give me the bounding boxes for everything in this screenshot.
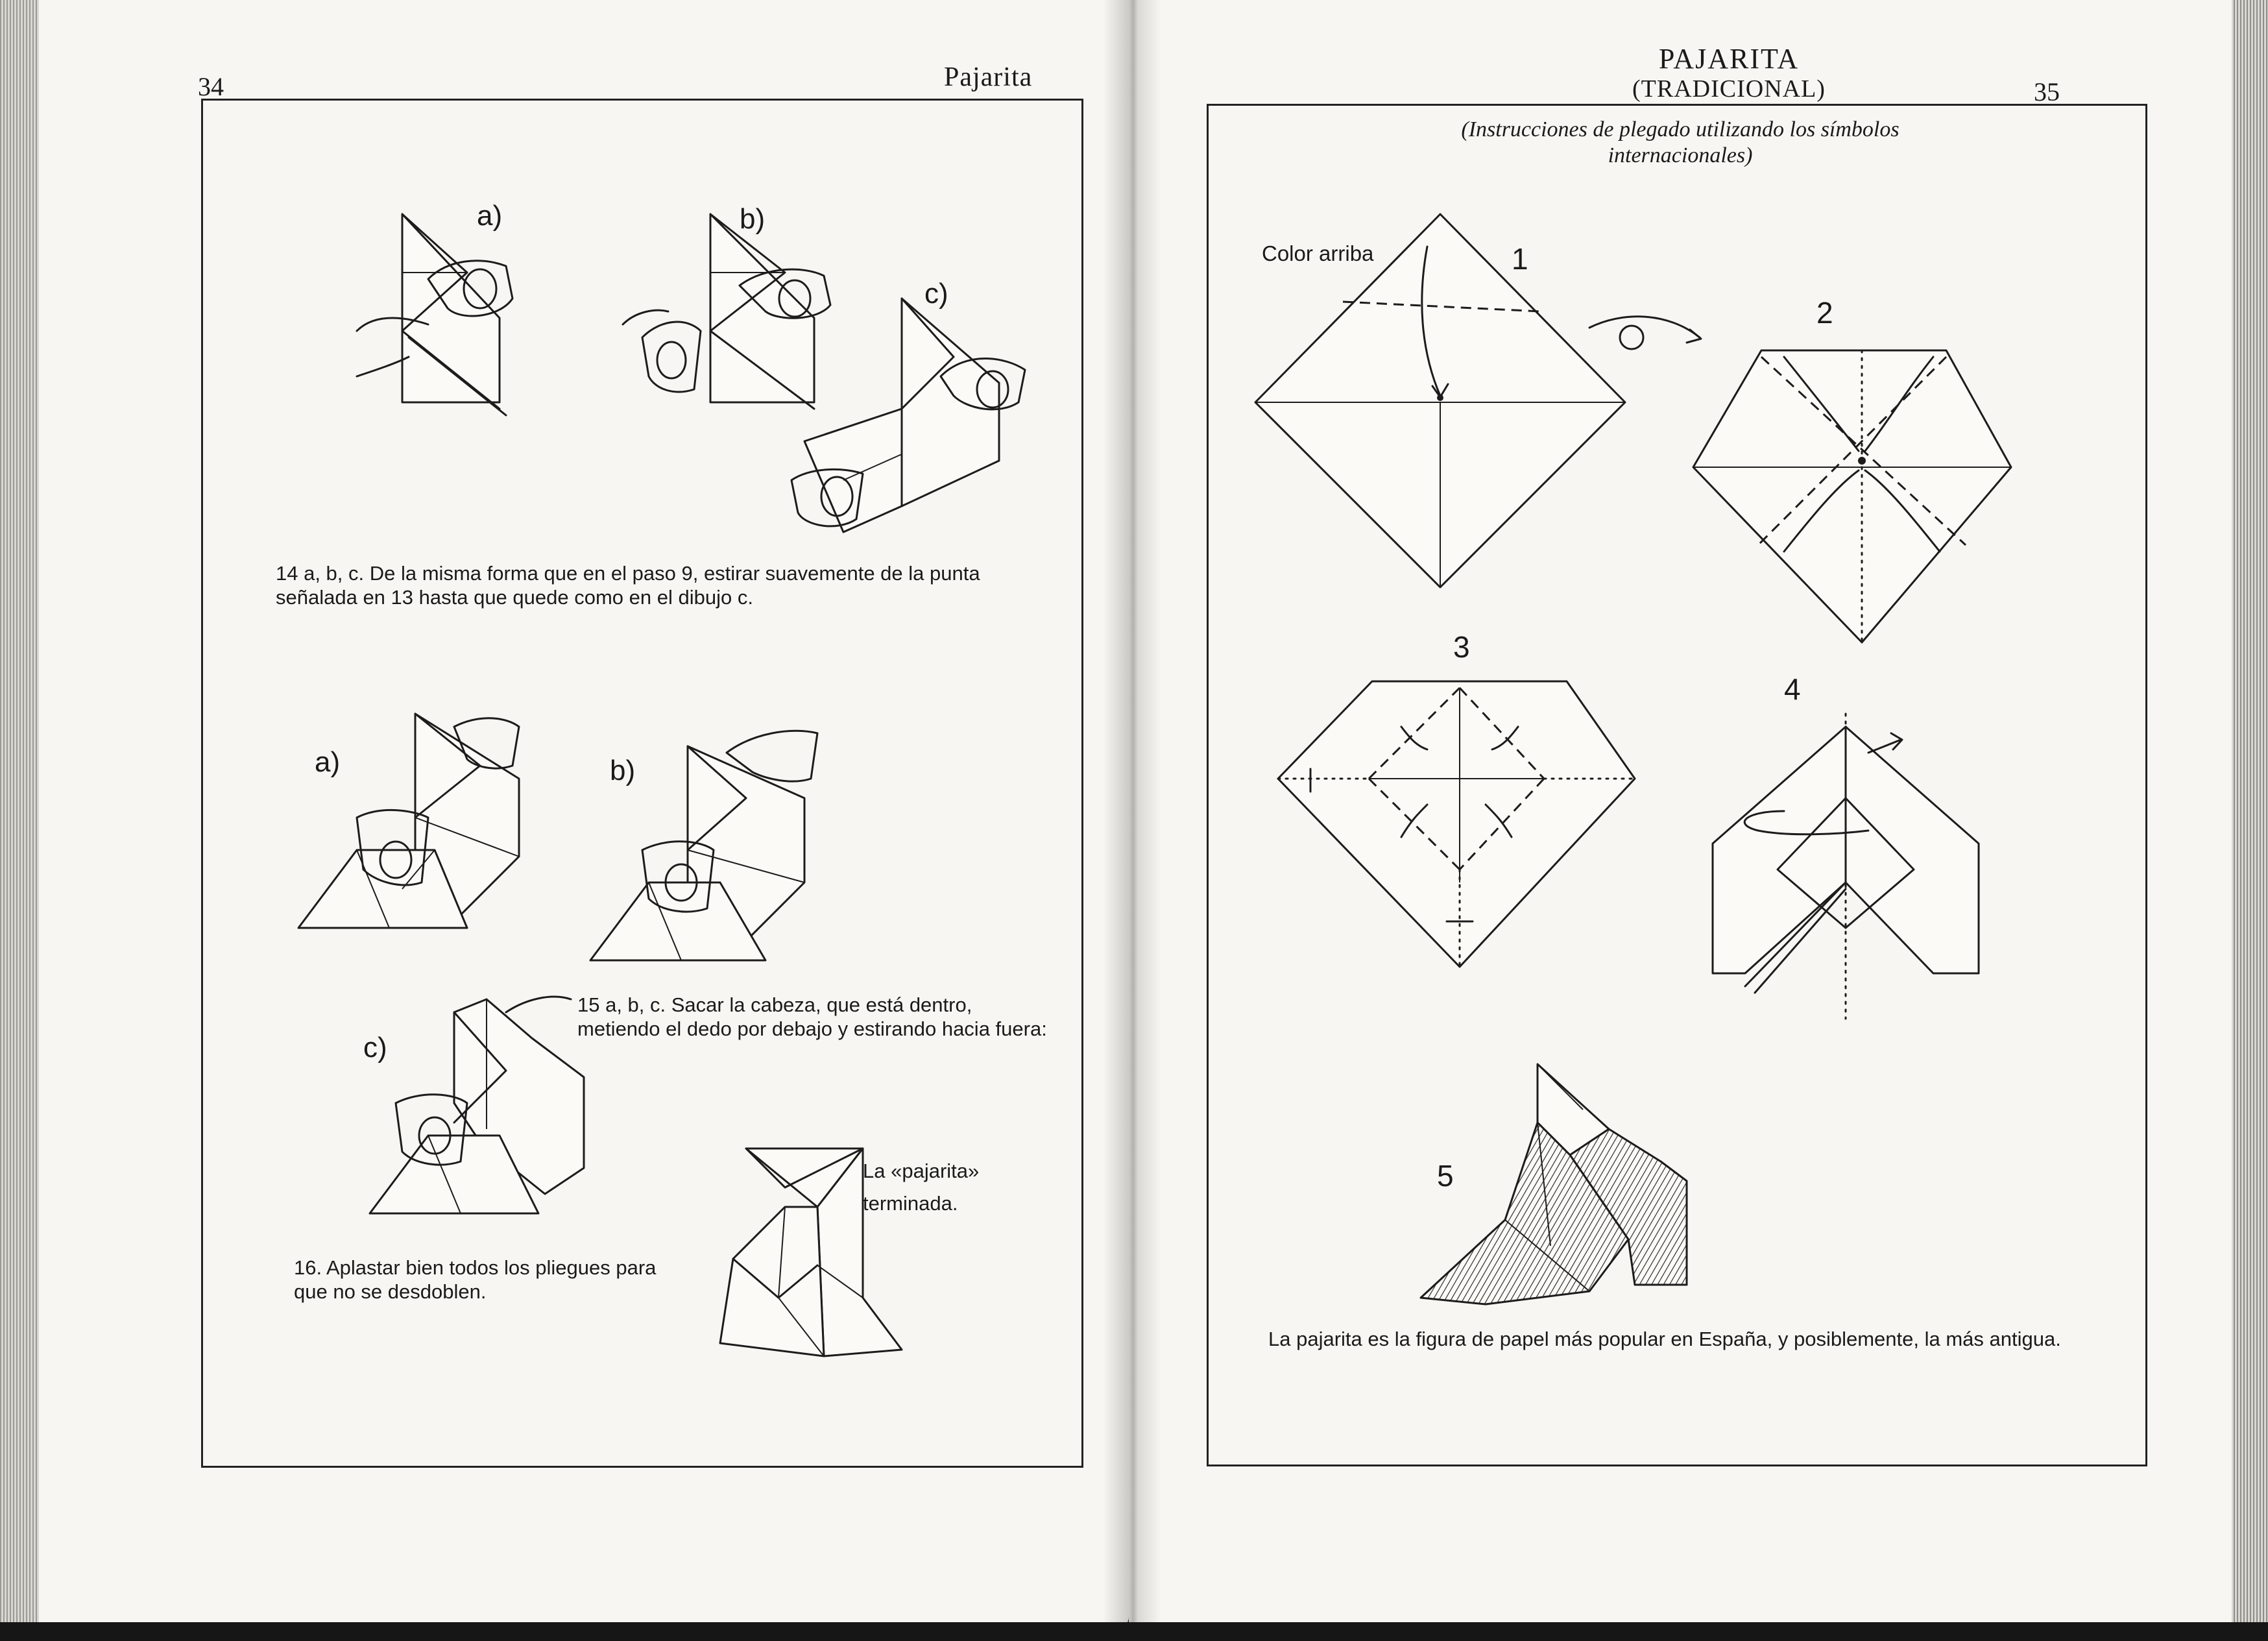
step14-illustration (350, 195, 1096, 558)
step1-diagram (1259, 208, 1648, 597)
step-number-2: 2 (1816, 296, 1833, 330)
step16-caption: 16. Aplastar bien todos los pliegues para que no se desdoblen. (294, 1256, 657, 1303)
step15-caption: 15 a, b, c. Sacar la cabeza, que está dentro, metiendo el dedo por debajo y estirando hacia fuera: (577, 993, 1047, 1040)
footer-caption: La pajarita es la figura de papel más popular en España, y posiblemente, la más antigua. (1268, 1328, 2061, 1350)
step14-label-c: c) (924, 278, 948, 310)
step-number-3: 3 (1453, 630, 1470, 664)
step3-diagram (1272, 675, 1687, 973)
right-page (1129, 0, 2232, 1629)
step4-diagram (1700, 714, 1985, 1038)
step15-label-b: b) (610, 755, 636, 786)
running-head: Pajarita (944, 62, 1033, 92)
finished-label: La «pajarita» terminada. (863, 1160, 980, 1215)
step15ab-illustration (272, 688, 921, 980)
instructions-note: (Instrucciones de plegado utilizando los símbolos internacionales) (1461, 117, 1900, 167)
page-subtitle: (TRADICIONAL) (1632, 75, 1826, 103)
step14-caption: 14 a, b, c. De la misma forma que en el paso 9, estirar suavemente de la punta señalada en 13 hasta que quede como en el dibujo c. (276, 562, 980, 609)
step14-label-b: b) (740, 203, 766, 235)
step15-label-c: c) (363, 1032, 387, 1064)
page-number-right: 35 (2034, 77, 2060, 106)
step5-diagram (1414, 1051, 1829, 1324)
step-number-1: 1 (1512, 242, 1528, 276)
step15-label-a: a) (315, 746, 341, 778)
step-number-4: 4 (1784, 672, 1801, 706)
scan-bottom-edge (0, 1622, 2268, 1641)
left-page (39, 0, 1129, 1629)
book-gutter-shadow (1103, 0, 1161, 1629)
page-number-left: 34 (198, 72, 224, 101)
step14-label-a: a) (477, 200, 503, 232)
step2-diagram (1654, 337, 2044, 649)
color-label: Color arriba (1262, 241, 1374, 265)
page-title: PAJARITA (1658, 43, 1800, 75)
step-number-5: 5 (1437, 1159, 1454, 1193)
